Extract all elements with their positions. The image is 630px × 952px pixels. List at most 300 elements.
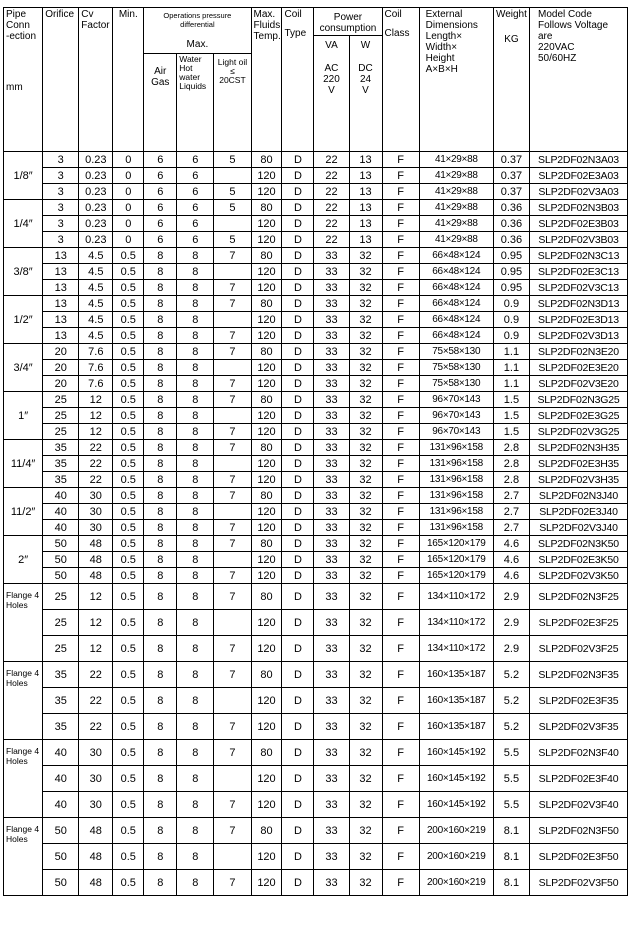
light-oil-cell: 7 <box>214 870 251 896</box>
weight-cell: 8.1 <box>493 870 529 896</box>
external-dimensions-cell: 41×29×88 <box>419 200 493 216</box>
spec-table-body <box>4 152 628 896</box>
coil-class-cell: F <box>382 456 419 472</box>
air-gas-cell: 8 <box>144 636 177 662</box>
max-fluids-temp-cell: 80 <box>251 536 282 552</box>
air-gas-cell: 8 <box>144 584 177 610</box>
external-dimensions-cell: 41×29×88 <box>419 232 493 248</box>
model-code-cell: SLP2DF02V3C13 <box>529 280 627 296</box>
coil-class-cell: F <box>382 408 419 424</box>
w-cell: 32 <box>349 424 382 440</box>
table-row <box>4 584 628 610</box>
light-oil-cell: 5 <box>214 200 251 216</box>
model-code-cell: SLP2DF02N3G25 <box>529 392 627 408</box>
max-fluids-temp-cell: 80 <box>251 344 282 360</box>
orifice-cell: 25 <box>43 584 79 610</box>
max-fluids-temp-cell: 120 <box>251 552 282 568</box>
va-cell: 33 <box>314 264 349 280</box>
min-pressure-cell: 0.5 <box>113 312 144 328</box>
air-gas-cell: 8 <box>144 504 177 520</box>
max-fluids-temp-cell: 80 <box>251 248 282 264</box>
external-dimensions-cell: 134×110×172 <box>419 584 493 610</box>
orifice-cell: 35 <box>43 714 79 740</box>
coil-class-cell: F <box>382 488 419 504</box>
table-row <box>4 312 628 328</box>
min-pressure-cell: 0.5 <box>113 568 144 584</box>
light-oil-cell <box>214 168 251 184</box>
max-fluids-temp-cell: 80 <box>251 152 282 168</box>
min-pressure-cell: 0.5 <box>113 376 144 392</box>
weight-cell: 4.6 <box>493 536 529 552</box>
w-cell: 32 <box>349 264 382 280</box>
water-liquids-cell: 8 <box>177 296 214 312</box>
weight-cell: 1.1 <box>493 344 529 360</box>
coil-type-cell: D <box>282 818 314 844</box>
max-fluids-temp-cell: 120 <box>251 360 282 376</box>
min-pressure-cell: 0.5 <box>113 818 144 844</box>
min-pressure-cell: 0.5 <box>113 792 144 818</box>
coil-type-cell: D <box>282 844 314 870</box>
air-gas-cell: 8 <box>144 520 177 536</box>
external-dimensions-cell: 96×70×143 <box>419 392 493 408</box>
coil-type-cell: D <box>282 440 314 456</box>
external-dimensions-cell: 200×160×219 <box>419 870 493 896</box>
weight-cell: 0.37 <box>493 168 529 184</box>
coil-class-cell: F <box>382 740 419 766</box>
model-code-cell: SLP2DF02E3F25 <box>529 610 627 636</box>
water-liquids-cell: 6 <box>177 168 214 184</box>
pipe-connection-cell: 1/8″ <box>4 152 43 200</box>
water-liquids-cell: 6 <box>177 216 214 232</box>
model-code-cell: SLP2DF02N3E20 <box>529 344 627 360</box>
air-gas-cell: 8 <box>144 536 177 552</box>
cv-factor-cell: 0.23 <box>79 152 113 168</box>
min-pressure-cell: 0.5 <box>113 740 144 766</box>
va-cell: 33 <box>314 662 349 688</box>
max-fluids-temp-cell: 120 <box>251 408 282 424</box>
water-liquids-cell: 8 <box>177 636 214 662</box>
model-code-cell: SLP2DF02E3F40 <box>529 766 627 792</box>
max-fluids-temp-cell: 120 <box>251 766 282 792</box>
cv-factor-cell: 4.5 <box>79 248 113 264</box>
external-dimensions-cell: 160×135×187 <box>419 688 493 714</box>
pipe-connection-header: Pipe Conn -ection mm <box>4 8 43 152</box>
water-liquids-cell: 8 <box>177 504 214 520</box>
min-pressure-cell: 0.5 <box>113 488 144 504</box>
min-pressure-cell: 0.5 <box>113 610 144 636</box>
external-dimensions-cell: 165×120×179 <box>419 536 493 552</box>
water-liquids-cell: 8 <box>177 520 214 536</box>
max-fluids-temp-cell: 120 <box>251 424 282 440</box>
air-gas-cell: 8 <box>144 870 177 896</box>
va-cell: 33 <box>314 248 349 264</box>
max-fluids-temp-cell: 120 <box>251 568 282 584</box>
external-dimensions-cell: 75×58×130 <box>419 360 493 376</box>
orifice-cell: 50 <box>43 870 79 896</box>
air-gas-cell: 8 <box>144 376 177 392</box>
min-pressure-cell: 0.5 <box>113 766 144 792</box>
external-dimensions-cell: 41×29×88 <box>419 184 493 200</box>
spec-table-container <box>3 7 628 945</box>
external-dimensions-cell: 66×48×124 <box>419 264 493 280</box>
va-cell: 33 <box>314 714 349 740</box>
model-code-cell: SLP2DF02E3E20 <box>529 360 627 376</box>
coil-type-cell: D <box>282 152 314 168</box>
model-code-cell: SLP2DF02V3F50 <box>529 870 627 896</box>
water-liquids-cell: 8 <box>177 792 214 818</box>
light-oil-cell: 7 <box>214 376 251 392</box>
w-cell: 32 <box>349 408 382 424</box>
light-oil-cell: 7 <box>214 248 251 264</box>
cv-factor-cell: 4.5 <box>79 280 113 296</box>
coil-type-cell: D <box>282 504 314 520</box>
coil-class-cell: F <box>382 766 419 792</box>
coil-type-cell: D <box>282 636 314 662</box>
water-liquids-cell: 8 <box>177 552 214 568</box>
va-cell: 33 <box>314 424 349 440</box>
model-code-cell: SLP2DF02N3B03 <box>529 200 627 216</box>
orifice-cell: 50 <box>43 844 79 870</box>
va-cell: 33 <box>314 376 349 392</box>
external-dimensions-cell: 131×96×158 <box>419 440 493 456</box>
water-liquids-cell: 8 <box>177 248 214 264</box>
w-cell: 32 <box>349 456 382 472</box>
light-oil-cell <box>214 504 251 520</box>
max-fluids-temp-cell: 80 <box>251 440 282 456</box>
water-liquids-cell: 8 <box>177 392 214 408</box>
table-row <box>4 504 628 520</box>
weight-cell: 4.6 <box>493 552 529 568</box>
table-row <box>4 844 628 870</box>
air-gas-cell: 8 <box>144 280 177 296</box>
table-row <box>4 870 628 896</box>
coil-type-cell: D <box>282 870 314 896</box>
w-cell: 32 <box>349 818 382 844</box>
coil-type-cell: D <box>282 740 314 766</box>
w-cell: 32 <box>349 296 382 312</box>
air-gas-cell: 6 <box>144 232 177 248</box>
w-cell: 32 <box>349 714 382 740</box>
pipe-connection-cell: 1/4″ <box>4 200 43 248</box>
model-code-cell: SLP2DF02E3K50 <box>529 552 627 568</box>
min-pressure-cell: 0 <box>113 152 144 168</box>
weight-cell: 5.2 <box>493 688 529 714</box>
table-row <box>4 440 628 456</box>
light-oil-cell: 7 <box>214 472 251 488</box>
max-fluids-temp-cell: 80 <box>251 740 282 766</box>
model-code-cell: SLP2DF02V3G25 <box>529 424 627 440</box>
va-cell: 22 <box>314 200 349 216</box>
coil-type-cell: D <box>282 248 314 264</box>
table-row <box>4 792 628 818</box>
va-cell: 22 <box>314 168 349 184</box>
max-fluids-temp-cell: 80 <box>251 200 282 216</box>
w-cell: 32 <box>349 520 382 536</box>
model-code-cell: SLP2DF02E3B03 <box>529 216 627 232</box>
light-oil-cell: 5 <box>214 232 251 248</box>
orifice-cell: 35 <box>43 440 79 456</box>
external-dimensions-cell: 66×48×124 <box>419 328 493 344</box>
min-pressure-cell: 0 <box>113 168 144 184</box>
water-liquids-cell: 8 <box>177 440 214 456</box>
max-fluids-temp-cell: 120 <box>251 376 282 392</box>
light-oil-cell: 7 <box>214 392 251 408</box>
min-pressure-cell: 0.5 <box>113 440 144 456</box>
cv-factor-cell: 22 <box>79 688 113 714</box>
external-dimensions-cell: 131×96×158 <box>419 488 493 504</box>
coil-type-cell: D <box>282 662 314 688</box>
water-liquids-cell: 8 <box>177 488 214 504</box>
model-code-cell: SLP2DF02V3K50 <box>529 568 627 584</box>
orifice-cell: 25 <box>43 636 79 662</box>
min-pressure-cell: 0.5 <box>113 520 144 536</box>
table-row <box>4 636 628 662</box>
coil-type-cell: D <box>282 360 314 376</box>
pipe-connection-cell: 3/8″ <box>4 248 43 296</box>
operations-pressure-header: Operations pressure differential <box>144 8 251 36</box>
coil-class-cell: F <box>382 344 419 360</box>
coil-class-cell: F <box>382 264 419 280</box>
external-dimensions-cell: 160×145×192 <box>419 766 493 792</box>
orifice-cell: 40 <box>43 504 79 520</box>
weight-cell: 0.9 <box>493 328 529 344</box>
orifice-cell: 50 <box>43 818 79 844</box>
light-oil-cell <box>214 456 251 472</box>
weight-cell: 0.36 <box>493 232 529 248</box>
coil-type-cell: D <box>282 232 314 248</box>
min-pressure-cell: 0.5 <box>113 280 144 296</box>
water-liquids-cell: 8 <box>177 424 214 440</box>
table-row <box>4 200 628 216</box>
model-code-cell: SLP2DF02E3C13 <box>529 264 627 280</box>
light-oil-cell: 5 <box>214 152 251 168</box>
air-gas-header: Air Gas <box>144 54 177 152</box>
va-cell: 22 <box>314 184 349 200</box>
cv-factor-cell: 30 <box>79 488 113 504</box>
water-liquids-cell: 8 <box>177 264 214 280</box>
model-code-cell: SLP2DF02N3H35 <box>529 440 627 456</box>
cv-factor-cell: 7.6 <box>79 344 113 360</box>
table-row <box>4 392 628 408</box>
va-cell: 33 <box>314 472 349 488</box>
coil-type-cell: D <box>282 472 314 488</box>
cv-factor-cell: 7.6 <box>79 360 113 376</box>
cv-factor-cell: 0.23 <box>79 216 113 232</box>
pipe-connection-cell: 2″ <box>4 536 43 584</box>
table-row <box>4 408 628 424</box>
weight-cell: 2.9 <box>493 610 529 636</box>
orifice-cell: 35 <box>43 688 79 714</box>
w-cell: 32 <box>349 472 382 488</box>
coil-type-cell: D <box>282 200 314 216</box>
min-pressure-cell: 0.5 <box>113 392 144 408</box>
weight-cell: 2.9 <box>493 636 529 662</box>
min-pressure-cell: 0.5 <box>113 328 144 344</box>
model-code-cell: SLP2DF02V3J40 <box>529 520 627 536</box>
max-fluids-temp-cell: 120 <box>251 844 282 870</box>
table-row <box>4 456 628 472</box>
w-cell: 32 <box>349 870 382 896</box>
cv-factor-cell: 12 <box>79 408 113 424</box>
max-fluids-temp-cell: 80 <box>251 488 282 504</box>
water-liquids-cell: 8 <box>177 688 214 714</box>
external-dimensions-cell: 131×96×158 <box>419 456 493 472</box>
orifice-cell: 50 <box>43 536 79 552</box>
external-dimensions-cell: 66×48×124 <box>419 312 493 328</box>
max-fluids-temp-cell: 120 <box>251 280 282 296</box>
weight-cell: 2.7 <box>493 504 529 520</box>
va-cell: 33 <box>314 552 349 568</box>
water-liquids-cell: 6 <box>177 200 214 216</box>
air-gas-cell: 8 <box>144 818 177 844</box>
coil-type-cell: D <box>282 168 314 184</box>
model-code-cell: SLP2DF02E3F50 <box>529 844 627 870</box>
va-cell: 22 <box>314 232 349 248</box>
coil-class-cell: F <box>382 610 419 636</box>
water-liquids-cell: 8 <box>177 328 214 344</box>
table-row <box>4 328 628 344</box>
w-cell: 32 <box>349 636 382 662</box>
coil-class-cell: F <box>382 248 419 264</box>
va-cell: 33 <box>314 688 349 714</box>
coil-type-cell: D <box>282 520 314 536</box>
external-dimensions-cell: 131×96×158 <box>419 520 493 536</box>
pipe-connection-cell: Flange 4 Holes <box>4 584 43 662</box>
air-gas-cell: 8 <box>144 740 177 766</box>
model-code-cell: SLP2DF02V3F40 <box>529 792 627 818</box>
orifice-cell: 40 <box>43 740 79 766</box>
light-oil-cell: 7 <box>214 488 251 504</box>
external-dimensions-cell: 66×48×124 <box>419 296 493 312</box>
cv-factor-cell: 12 <box>79 392 113 408</box>
coil-type-cell: D <box>282 584 314 610</box>
w-cell: 32 <box>349 504 382 520</box>
min-pressure-cell: 0.5 <box>113 264 144 280</box>
orifice-cell: 13 <box>43 312 79 328</box>
water-liquids-cell: 8 <box>177 844 214 870</box>
orifice-cell: 3 <box>43 168 79 184</box>
coil-type-cell: D <box>282 216 314 232</box>
orifice-cell: 20 <box>43 376 79 392</box>
max-fluids-temp-cell: 120 <box>251 870 282 896</box>
table-row <box>4 488 628 504</box>
external-dimensions-cell: 200×160×219 <box>419 818 493 844</box>
cv-factor-cell: 0.23 <box>79 200 113 216</box>
coil-class-cell: F <box>382 280 419 296</box>
air-gas-cell: 8 <box>144 688 177 714</box>
w-cell: 13 <box>349 232 382 248</box>
air-gas-cell: 6 <box>144 184 177 200</box>
va-cell: 33 <box>314 536 349 552</box>
orifice-cell: 25 <box>43 392 79 408</box>
light-oil-cell <box>214 610 251 636</box>
pipe-connection-cell: 11/2″ <box>4 488 43 536</box>
coil-class-cell: F <box>382 552 419 568</box>
va-cell: 33 <box>314 360 349 376</box>
va-cell: 33 <box>314 488 349 504</box>
coil-type-cell: D <box>282 312 314 328</box>
light-oil-cell: 7 <box>214 792 251 818</box>
cv-factor-cell: 4.5 <box>79 328 113 344</box>
weight-cell: 5.5 <box>493 740 529 766</box>
w-cell: 32 <box>349 376 382 392</box>
weight-cell: 8.1 <box>493 844 529 870</box>
air-gas-cell: 8 <box>144 424 177 440</box>
model-code-cell: SLP2DF02V3H35 <box>529 472 627 488</box>
w-cell: 32 <box>349 344 382 360</box>
air-gas-cell: 8 <box>144 408 177 424</box>
water-liquids-cell: 8 <box>177 456 214 472</box>
coil-class-cell: F <box>382 296 419 312</box>
table-row <box>4 740 628 766</box>
va-cell: 33 <box>314 312 349 328</box>
external-dimensions-cell: 131×96×158 <box>419 472 493 488</box>
max-fluids-temp-cell: 120 <box>251 688 282 714</box>
coil-type-cell: D <box>282 714 314 740</box>
va-cell: 33 <box>314 408 349 424</box>
light-oil-cell <box>214 312 251 328</box>
orifice-cell: 35 <box>43 456 79 472</box>
weight-cell: 0.95 <box>493 280 529 296</box>
light-oil-cell: 7 <box>214 280 251 296</box>
cv-factor-cell: 7.6 <box>79 376 113 392</box>
cv-factor-cell: 4.5 <box>79 264 113 280</box>
water-liquids-cell: 8 <box>177 472 214 488</box>
water-liquids-header: Water Hot water Liquids <box>177 54 214 152</box>
light-oil-cell: 7 <box>214 662 251 688</box>
min-pressure-cell: 0.5 <box>113 636 144 662</box>
coil-class-cell: F <box>382 520 419 536</box>
max-fluids-temp-cell: 120 <box>251 636 282 662</box>
weight-cell: 1.5 <box>493 392 529 408</box>
water-liquids-cell: 8 <box>177 344 214 360</box>
max-fluids-temp-cell: 80 <box>251 296 282 312</box>
air-gas-cell: 8 <box>144 844 177 870</box>
pipe-connection-cell: 1″ <box>4 392 43 440</box>
weight-cell: 2.7 <box>493 520 529 536</box>
external-dimensions-header: External Dimensions Length× Width× Height A×B×H <box>419 8 493 152</box>
cv-factor-cell: 22 <box>79 662 113 688</box>
cv-factor-cell: 30 <box>79 766 113 792</box>
coil-class-cell: F <box>382 376 419 392</box>
coil-type-header: Coil Type <box>282 8 314 152</box>
table-row <box>4 376 628 392</box>
model-code-cell: SLP2DF02V3A03 <box>529 184 627 200</box>
coil-class-cell: F <box>382 392 419 408</box>
w-cell: 32 <box>349 740 382 766</box>
table-row <box>4 662 628 688</box>
model-code-cell: SLP2DF02N3K50 <box>529 536 627 552</box>
coil-class-cell: F <box>382 584 419 610</box>
coil-type-cell: D <box>282 488 314 504</box>
air-gas-cell: 6 <box>144 168 177 184</box>
model-code-header: Model Code Follows Voltage are 220VAC 50/60HZ <box>529 8 627 152</box>
model-code-cell: SLP2DF02E3F35 <box>529 688 627 714</box>
orifice-cell: 40 <box>43 792 79 818</box>
external-dimensions-cell: 41×29×88 <box>419 216 493 232</box>
model-code-cell: SLP2DF02V3B03 <box>529 232 627 248</box>
orifice-cell: 13 <box>43 264 79 280</box>
pipe-connection-cell: 1/2″ <box>4 296 43 344</box>
w-cell: 32 <box>349 688 382 714</box>
weight-cell: 0.37 <box>493 184 529 200</box>
air-gas-cell: 8 <box>144 328 177 344</box>
external-dimensions-cell: 131×96×158 <box>419 504 493 520</box>
weight-cell: 2.8 <box>493 472 529 488</box>
external-dimensions-cell: 160×135×187 <box>419 714 493 740</box>
min-pressure-cell: 0.5 <box>113 296 144 312</box>
water-liquids-cell: 8 <box>177 376 214 392</box>
